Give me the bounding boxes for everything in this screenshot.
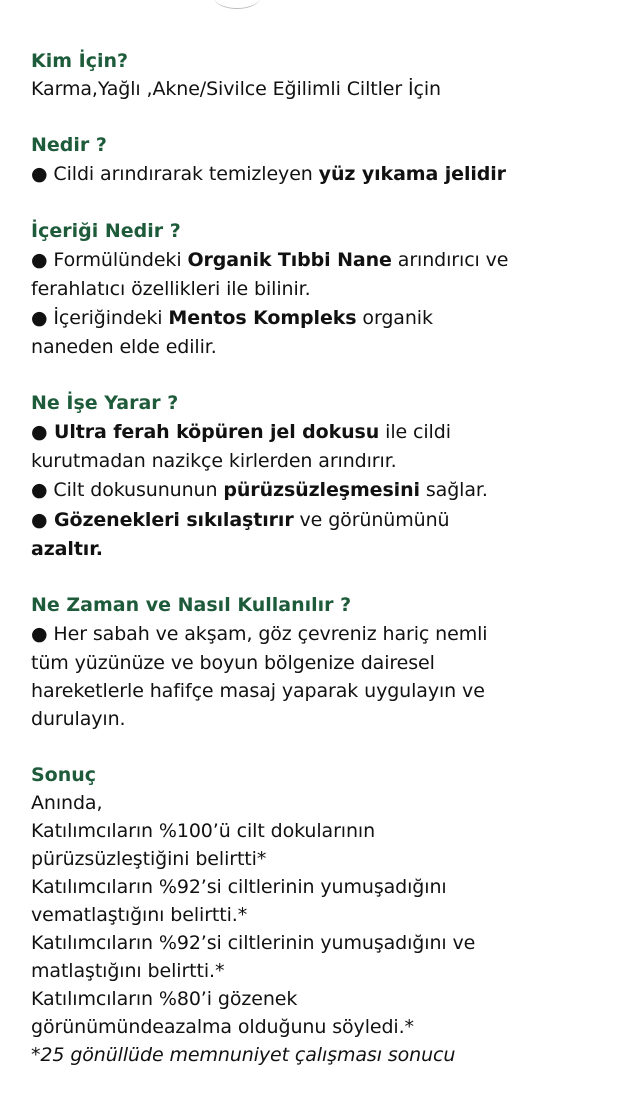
text: Katılımcıların %80’i gözenek [31, 988, 298, 1010]
text: tüm yüzünüze ve boyun bölgenize dairesel [31, 652, 435, 674]
bullet-line [31, 159, 621, 189]
bold-text: pürüzsüzleşmesini [223, 479, 420, 501]
text: Karma,Yağlı ,Akne/Sivilce Eğilimli Ciltler İçin [31, 78, 441, 100]
bold-text: azaltır. [31, 538, 103, 560]
text: ● Cildi arındırarak temizleyen [31, 163, 319, 185]
text: durulayın. [31, 708, 126, 730]
section-sonuc [31, 761, 621, 1069]
text-line [31, 649, 621, 677]
section-heading: Ne İşe Yarar ? [31, 392, 179, 414]
text-line [31, 75, 621, 103]
text-line [31, 1013, 621, 1041]
text: ve görünümünü [293, 509, 450, 531]
text: ile cildi [379, 421, 451, 443]
footnote-line [31, 1041, 621, 1069]
text: Katılımcıların %92’si ciltlerinin yumuşadığını ve [31, 932, 476, 954]
bullet-line [31, 619, 621, 649]
product-description [31, 47, 621, 1097]
section-heading: Kim İçin? [31, 50, 129, 72]
bold-text: Organik Tıbbi Nane [187, 249, 392, 271]
text-line [31, 817, 621, 845]
text: ferahlatıcı özellikleri ile bilinir. [31, 278, 311, 300]
text-line [31, 447, 621, 475]
text-line [31, 677, 621, 705]
text: vematlaştığını belirtti.* [31, 904, 248, 926]
section-ne-zaman-ve-nas-l-kullan-l-r [31, 591, 621, 733]
section-ne-i-s-e-yarar [31, 389, 621, 563]
text-line [31, 901, 621, 929]
bullet-line [31, 475, 621, 505]
text: ● Cilt dokusununun [31, 479, 224, 501]
text-line [31, 333, 621, 361]
text: naneden elde edilir. [31, 336, 217, 358]
top-decoration-arc [214, 0, 260, 9]
section-nedir [31, 131, 621, 189]
bullet-line [31, 245, 621, 275]
bullet-line [31, 303, 621, 333]
text-line [31, 535, 621, 563]
bullet-line [31, 505, 621, 535]
text: Katılımcıların %100’ü cilt dokularının [31, 820, 376, 842]
section-heading: Nedir ? [31, 134, 107, 156]
text-line [31, 845, 621, 873]
bold-text: Mentos Kompleks [168, 307, 357, 329]
text: ● İçeriğindeki [31, 307, 169, 329]
text-line [31, 957, 621, 985]
text: ● Formülündeki [31, 249, 188, 271]
section-i-c-erig-i-nedir [31, 217, 621, 361]
bullet-line [31, 417, 621, 447]
section-heading: Sonuç [31, 764, 97, 786]
section-kim-i-c-in [31, 47, 621, 103]
text-line [31, 985, 621, 1013]
text-line [31, 789, 621, 817]
text-line [31, 929, 621, 957]
section-heading: İçeriği Nedir ? [31, 220, 181, 242]
text: sağlar. [419, 479, 488, 501]
text: pürüzsüzleştiğini belirtti* [31, 848, 267, 870]
text: matlaştığını belirtti.* [31, 960, 225, 982]
bold-text: ● Ultra ferah köpüren jel dokusu [31, 421, 380, 443]
text-line [31, 873, 621, 901]
text: görünümündeazalma olduğunu söyledi.* [31, 1016, 414, 1038]
text: arındırıcı ve [391, 249, 509, 271]
bold-text: ● Gözenekleri sıkılaştırır [31, 509, 294, 531]
section-heading: Ne Zaman ve Nasıl Kullanılır ? [31, 594, 352, 616]
text-line [31, 275, 621, 303]
text-line [31, 705, 621, 733]
text: Anında, [31, 792, 103, 814]
text: *25 gönüllüde memnuniyet çalışması sonucu [31, 1044, 456, 1066]
text: organik [356, 307, 433, 329]
bold-text: yüz yıkama jelidir [318, 163, 506, 185]
text: ● Her sabah ve akşam, göz çevreniz hariç nemli [31, 623, 488, 645]
text: kurutmadan nazikçe kirlerden arındırır. [31, 450, 397, 472]
text: Katılımcıların %92’si ciltlerinin yumuşadığını [31, 876, 447, 898]
text: hareketlerle hafifçe masaj yaparak uygulayın ve [31, 680, 485, 702]
